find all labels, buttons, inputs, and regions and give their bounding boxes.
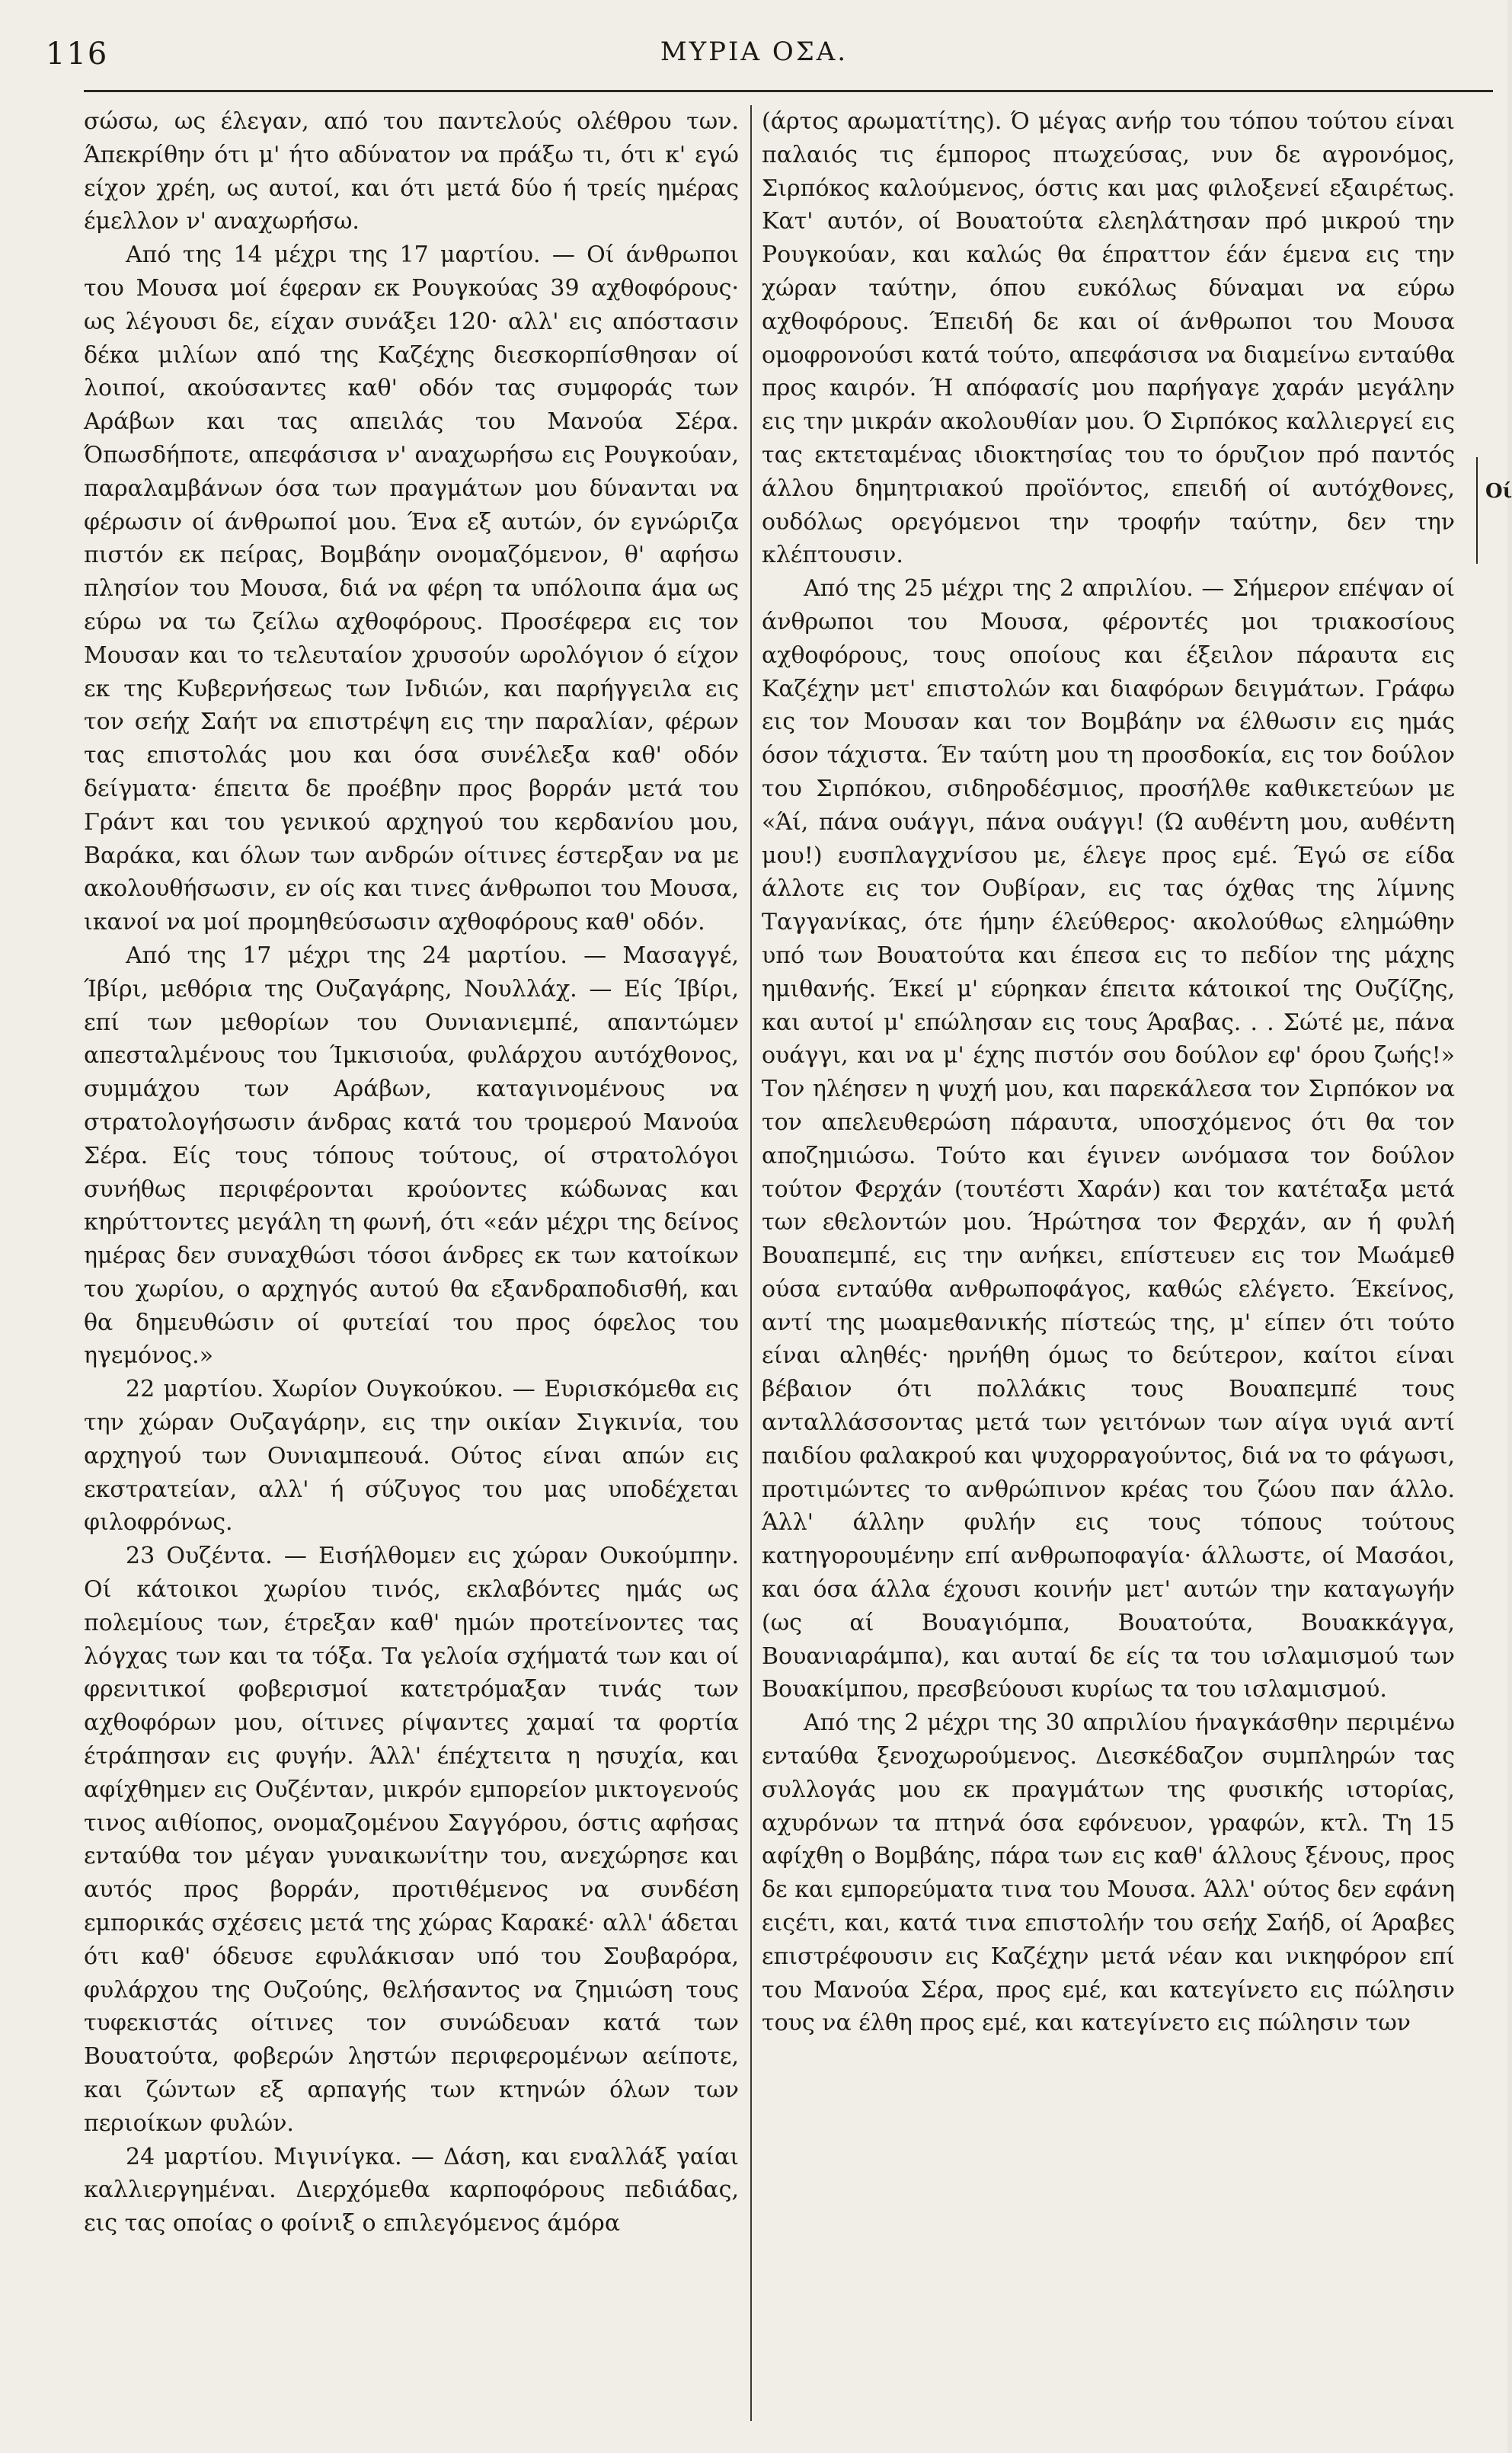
paragraph: σώσω, ως έλεγαν, από του παντελούς ολέθρου των. Άπεκρίθην ότι μ' ήτο αδύνατον να πράξω τι, ότι κ' εγώ είχον χρέη, ως αυτοί, και ότι μετά δύο ή τρείς ημέρας έμελλον ν' αναχωρήσω. xyxy=(84,108,739,235)
paragraph: 23 Ουζέντα. — Εισήλθομεν εις χώραν Ουκούμπην. Οί κάτοικοι χωρίου τινός, εκλαβόντες ημάς ως πολεμίους των, έτρεξαν καθ' ημών προτείνοντες τας λόγχας των και τα τόξα. Τα γελοία σχήματά των και οί φρενιτικοί φοβερισμοί κατετρόμαξαν τινάς των αχθοφόρων μου, οίτινες ρίψαντες χαμαί τα φορτία έτράπησαν εις φυγήν. Άλλ' έπέχτειτα η ησυχία, και αφίχθημεν εις Ουζένταν, μικρόν εμπορείον μικτογενούς τινος αιθίοπος, ονομαζομένου Σαγγόρου, όστις αφήσας ενταύθα τον μέγαν γυναικωνίτην του, ανεχώρησε και αυτός προς βορράν, προτιθέμενος να συνδέση εμπορικάς σχέσεις μετά της χώρας Καρακέ· αλλ' άδεται ότι καθ' όδευσε εφυλάκισαν υπό του Σουβαρόρα, φυλάρχου της Ουζούης, θελήσαντος να ζημιώση τους τυφεκιστάς οίτινες τον συνώδευαν κατά των Βουατούτα, φοβερών ληστών περιφερομένων αείποτε, και ζώντων εξ αρπαγής των κτηνών όλων των περιοίκων φυλών. xyxy=(84,1543,739,2137)
paragraph: (άρτος αρωματίτης). Ό μέγας ανήρ του τόπου τούτου είναι παλαιός τις έμπορος πτωχεύσας, νυν δε αγρονόμος, Σιρπόκος καλούμενος, όστις και μας φιλοξενεί εξαιρέτως. Κατ' αυτόν, οί Βουατούτα ελεηλάτησαν πρό μικρού την Ρουγκούαν, και καλώς θα έπραττον έάν έμενα εις την χώραν ταύτην, όπου ευκόλως δύναμαι να εύρω αχθοφόρους. Έπειδή δε και οί άνθρωποι του Μουσα ομοφρονούσι κατά τούτο, απεφάσισα να διαμείνω ενταύθα προς καιρόν. Ή απόφασίς μου παρήγαγε χαράν μεγάλην εις την μικράν ακολουθίαν μου. Ό Σιρπόκος καλλιεργεί εις τας εκτεταμένας ιδιοκτησίας του το όρυζιον πρό παντός άλλου δημητριακού προϊόντος, επειδή οί αυτόχθονες, ουδόλως ορεγόμενοι την τροφήν ταύτην, δεν την κλέπτουσιν. xyxy=(762,108,1455,569)
column-divider xyxy=(750,105,752,2421)
paragraph: 24 μαρτίου. Μιγινίγκα. — Δάση, και εναλλάξ γαίαι καλλιεργημέναι. Διερχόμεθα καρποφόρους πεδιάδας, εις τας οποίας ο φοίνιξ ο επιλεγόμενος άμόρα xyxy=(84,2143,739,2237)
page-number: 116 xyxy=(46,37,109,72)
paragraph: 22 μαρτίου. Χωρίον Ουγκούκου. — Ευρισκόμεθα εις την χώραν Ουζαγάρην, εις την οικίαν Σιγκινία, του αρχηγού των Ουνιαμπεουά. Ούτος είναι απών εις εκστρατείαν, αλλ' ή σύζυγος του μας υποδέχεται φιλοφρόνως. xyxy=(84,1376,739,1537)
running-title: ΜΥΡΙΑ ΟΣΑ. xyxy=(660,37,849,67)
page-header xyxy=(46,30,1462,76)
paragraph: Από της 2 μέχρι της 30 απριλίου ήναγκάσθην περιμένω ενταύθα ξενοχωρούμενος. Διεσκέδαζον συμπληρών τας συλλογάς μου εκ πραγμάτων της φυσικής ιστορίας, αχυρόνων τα πτηνά όσα εφόνευον, γραφών, κτλ. Τη 15 αφίχθη ο Βομβάης, πάρα των εις καθ' άλλους ξένους, προς δε και εμπορεύματα τινα του Μουσα. Άλλ' ούτος δεν εφάνη ειςέτι, και, κατά τινα επιστολήν του σεήχ Σαήδ, οί Άραβες επιστρέφουσιν εις Καζέχην μετά νέαν και νικηφόρον επί του Μανούα Σέρα, προς εμέ, και κατεγίνετο εις πώλησιν τους να έλθη προς εμέ, και κατεγίνετο εις πώλησιν των xyxy=(762,1709,1455,2037)
right-column xyxy=(762,105,1455,2429)
paragraph: Από της 14 μέχρι της 17 μαρτίου. — Οί άνθρωποι του Μουσα μοί έφεραν εκ Ρουγκούας 39 αχθοφόρους· ως λέγουσι δε, είχαν συνάξει 120· αλλ' εις απόστασιν δέκα μιλίων από της Καζέχης διεσκορπίσθησαν οί λοιποί, ακούσαντες καθ' οδόν τας συμφοράς των Αράβων και τας απειλάς του Μανούα Σέρα. Όπωσδήποτε, απεφάσισα ν' αναχωρήσω εις Ρουγκούαν, παραλαμβάνων όσα των πραγμάτων μου δύνανται να φέρωσιν οί άνθρωποί μου. Ένα εξ αυτών, όν εγνώριζα πιστόν εκ πείρας, Βομβάην ονομαζόμενον, θ' αφήσω πλησίον του Μουσα, διά να φέρη τα υπόλοιπα άμα ως εύρω να τω ζείλω αχθοφόρους. Προσέφερα εις τον Μουσαν και το τελευταίον χρυσούν ωρολόγιον ό είχον εκ της Κυβερνήσεως των Ινδιών, και παρήγγειλα εις τον σεήχ Σαήτ να επιστρέψη εις την παραλίαν, φέρων τας επιστολάς μου και όσα συνέλεξα καθ' οδόν δείγματα· έπειτα δε προέβην προς βορράν μετά του Γράντ και του γενικού αρχηγού του κερδανίου μου, Βαράκα, και όλων των ανδρών οίτινες έστερξαν να με ακολουθήσωσιν, εν οίς και τινες άνθρωποι του Μουσα, ικανοί να μοί προμηθεύσωσιν αχθοφόρους καθ' οδόν. xyxy=(84,241,739,936)
left-column xyxy=(84,105,739,2429)
paragraph: Από της 17 μέχρι της 24 μαρτίου. — Μασαγγέ, Ίβίρι, μεθόρια της Ουζαγάρης, Νουλλάχ. — Είς Ίβίρι, επί των μεθορίων του Ουνιανιεμπέ, απαντώμεν απεσταλμένους του Ίμκισιούα, φυλάρχου αυτόχθονος, συμμάχου των Αράβων, καταγινομένους να στρατολογήσωσιν άνδρας κατά του τρομερού Μανούα Σέρα. Είς τους τόπους τούτους, οί στρατολόγοι συνήθως περιφέρονται κρούοντες κώδωνας και κηρύττοντες μεγάλη τη φωνή, ότι «εάν μέχρι της δείνος ημέρας δεν συναχθώσι τόσοι άνδρες εκ των κατοίκων του χωρίου, ο αρχηγός αυτού θα εξανδραποδισθή, και θα δημευθώσιν οί φυτείαί του προς όφελος του ηγεμόνος.» xyxy=(84,942,739,1370)
page-edge-line xyxy=(1476,457,1478,564)
header-rule xyxy=(84,90,1493,92)
facing-page-edge-text: Οί xyxy=(1485,480,1512,503)
paragraph: Από της 25 μέχρι της 2 απριλίου. — Σήμερον επέψαν οί άνθρωποι του Μουσα, φέροντές μοι τριακοσίους αχθοφόρους, τους οποίους και έξειλον πάραυτα εις Καζέχην μετ' επιστολών και διαφόρων δειγμάτων. Γράφω εις τον Μουσαν και τον Βομβάην να έλθωσιν εις ημάς όσον τάχιστα. Έν ταύτη μου τη προσδοκία, εις τον δούλον του Σιρπόκου, σιδηροδέσμιος, προσήλθε καθικετεύων με «Άί, πάνα ουάγγι, πάνα ουάγγι! (Ώ αυθέντη μου, αυθέντη μου!) ευσπλαγχνίσου με, έλεγε προς εμέ. Έγώ σε είδα άλλοτε εις τον Ουβίραν, εις τας όχθας της λίμνης Ταγγανίκας, ότε ήμην έλεύθερος· ακολούθως ελημώθην υπό των Βουατούτα και έπεσα εις το πεδίον της μάχης ημιθανής. Έκεί μ' εύρηκαν έπειτα κάτοικοί της Ουζίζης, και αυτοί μ' επώλησαν εις τους Άραβας. . . Σώτέ με, πάνα ουάγγι, και να μ' έχης πιστόν σου δούλον εφ' όρου ζωής!» Τον ηλέησεν η ψυχή μου, και παρεκάλεσα τον Σιρπόκον να τον απελευθερώση πάραυτα, υποσχόμενος ότι θα τον αποζημιώσω. Τούτο και έγινεν ωνόμασα τον δούλον τούτον Φερχάν (τουτέστι Χαράν) και τον κατέταξα μετά των εθελοντών μου. Ήρώτησα τον Φερχάν, αν ή φυλή Βουαπεμπέ, εις την ανήκει, επίστευεν εις τον Μωάμεθ ούσα ενταύθα ανθρωποφάγος, καθώς ελέγετο. Έκείνος, αντί της μωαμεθανικής πίστεώς της, μ' είπεν ότι τούτο είναι αληθές· ηρνήθη όμως το δεύτερον, καίτοι είναι βέβαιον ότι πολλάκις τους Βουαπεμπέ τους ανταλλάσσοντας μετά των γειτόνων των αίγα υγιά αντί παιδίου φαλακρού και ψυχορραγούντος, διά να το φάγωσι, προτιμώντες το ανθρώπινον κρέας του ζώου παν άλλο. Άλλ' άλλην φυλήν εις τους τόπους τούτους κατηγορουμένην επί ανθρωποφαγία· άλλωστε, οί Μασάοι, και όσα άλλα έχουσι κοινήν μετ' αυτών την καταγωγήν (ως αί Βουαγιόμπα, Βουατούτα, Βουακκάγγα, Βουανιαράμπα), και αυταί δε είς τα του ισλαμισμού των Βουακίμπου, πρεσβεύουσι κυρίως τα του ισλαμισμού. xyxy=(762,575,1455,1703)
